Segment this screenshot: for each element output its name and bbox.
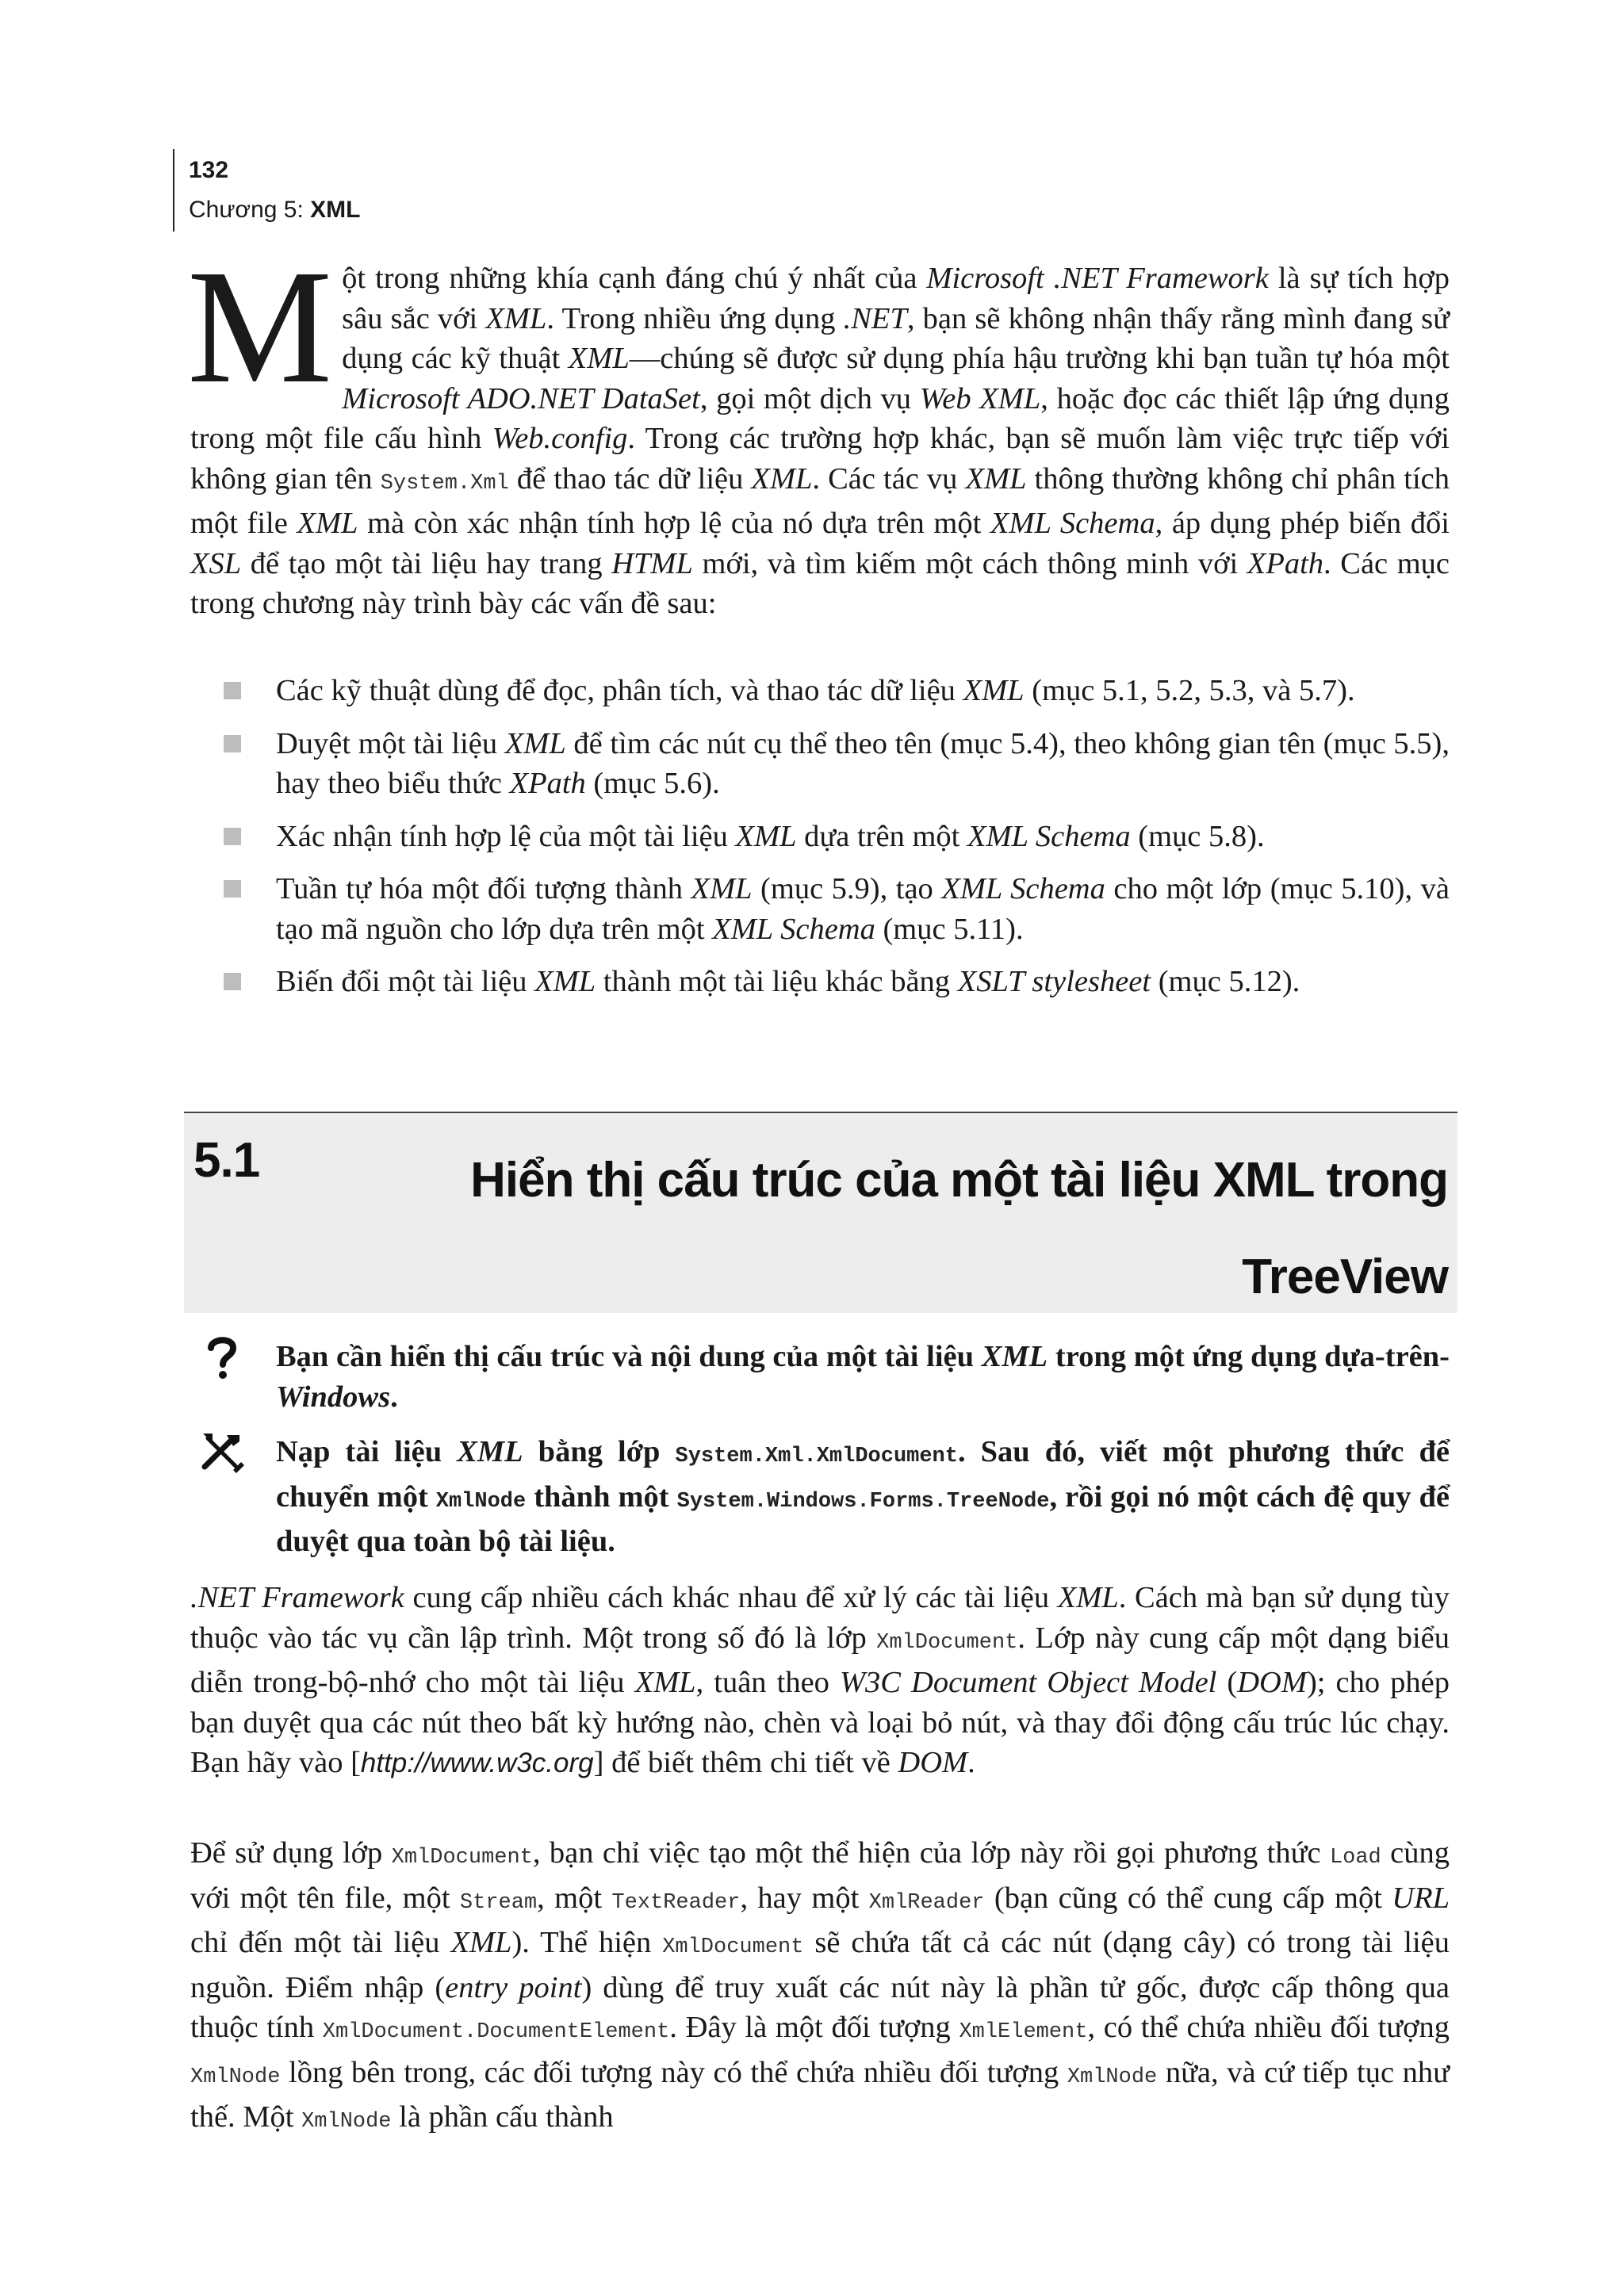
text-run: XML bbox=[691, 872, 753, 905]
text-run: để thao tác dữ liệu bbox=[508, 461, 752, 496]
text-run: —chúng sẽ được sử dụng phía hậu trường khi bạn tuần tự hóa một bbox=[629, 342, 1450, 375]
text-run: . Các mục trong chương này trình bày các vấn đề sau: bbox=[190, 546, 1450, 620]
text-run: W3C Document Object Model bbox=[839, 1666, 1217, 1699]
text-run: XML bbox=[534, 965, 596, 998]
code-run: Load bbox=[1329, 1846, 1381, 1870]
text-run: URL bbox=[1392, 1881, 1450, 1915]
text-run: . bbox=[967, 1746, 975, 1779]
text-run: . Trong các trường hợp khác, bạn sẽ muốn làm việc trực tiếp với không gian tên bbox=[190, 422, 1450, 496]
text-run: DOM bbox=[898, 1746, 968, 1779]
code-run: System.Xml bbox=[380, 471, 509, 496]
text-run: XML bbox=[457, 1435, 523, 1468]
text-run: (mục 5.11). bbox=[875, 912, 1024, 946]
text-run: Xác nhận tính hợp lệ của một tài liệu bbox=[276, 819, 736, 853]
text-run: Để sử dụng lớp bbox=[190, 1836, 392, 1870]
code-run: XmlElement bbox=[959, 2020, 1088, 2044]
bullet-square-icon bbox=[224, 880, 241, 898]
text-run: XML bbox=[1057, 1581, 1119, 1614]
code-run: System.Xml.XmlDocument bbox=[675, 1445, 958, 1468]
text-run: nữa, và cứ tiếp tục như thế. Một bbox=[190, 2055, 1450, 2134]
bullet-square-icon bbox=[224, 682, 241, 699]
text-run: mà còn xác nhận tính hợp lệ của nó dựa trên một bbox=[358, 507, 990, 540]
text-run: XML bbox=[485, 301, 547, 335]
text-run: XML Schema bbox=[990, 507, 1155, 540]
code-run: XmlNode bbox=[190, 2065, 281, 2089]
text-run: (mục 5.1, 5.2, 5.3, và 5.7). bbox=[1024, 674, 1355, 707]
code-run: XmlDocument bbox=[662, 1935, 804, 1959]
text-run: , bạn sẽ không nhận thấy rằng mình đang sử dụng các kỹ thuật bbox=[342, 301, 1450, 375]
problem-text bbox=[276, 1337, 1450, 1417]
text-run: . Cách mà bạn sử dụng tùy thuộc vào tác vụ cần lập trình. Một trong số đó là lớp bbox=[190, 1581, 1450, 1655]
text-run: XML bbox=[735, 819, 797, 853]
section-title-line: TreeView bbox=[1242, 1250, 1448, 1304]
text-run: XSL bbox=[190, 546, 242, 580]
text-run: XML bbox=[965, 461, 1027, 496]
text-run: cung cấp nhiều cách khác nhau để xử lý các tài liệu bbox=[404, 1581, 1058, 1614]
text-run: .NET Framework bbox=[190, 1581, 404, 1614]
text-run: XML bbox=[634, 1666, 696, 1699]
text-run: XSLT stylesheet bbox=[957, 965, 1151, 998]
text-run: , áp dụng phép biến đổi bbox=[1155, 507, 1450, 540]
text-run: ). Thể hiện bbox=[511, 1926, 663, 1959]
text-run: Bạn cần hiển thị cấu trúc và nội dung của một tài liệu bbox=[276, 1340, 982, 1373]
text-run: (mục 5.6). bbox=[585, 767, 720, 800]
section-number: 5.1 bbox=[193, 1133, 260, 1188]
text-run: DOM bbox=[1237, 1666, 1307, 1699]
text-run: ); cho phép bạn duyệt qua các nút theo bất kỳ hướng nào, chèn và loại bỏ nút, và thay đổi động cấu trúc lúc chạy. Bạn hãy vào [ bbox=[190, 1666, 1450, 1779]
list-item bbox=[190, 962, 1450, 1002]
code-run: System.Windows.Forms.TreeNode bbox=[676, 1489, 1050, 1514]
text-run: (mục 5.12). bbox=[1151, 965, 1300, 998]
text-run: thành một tài liệu khác bằng bbox=[596, 965, 958, 998]
bullet-square-icon bbox=[224, 735, 241, 752]
page-number: 132 bbox=[189, 157, 229, 183]
list-item bbox=[190, 869, 1450, 949]
header-rule bbox=[173, 149, 174, 232]
text-run: trong một ứng dụng dựa-trên- bbox=[1048, 1340, 1450, 1373]
text-run: . Các tác vụ bbox=[812, 461, 966, 496]
text-run: ột trong những khía cạnh đáng chú ý nhất của bbox=[342, 262, 927, 295]
text-run: , một bbox=[537, 1881, 612, 1915]
code-run: XmlNode bbox=[1067, 2065, 1158, 2089]
list-item bbox=[190, 724, 1450, 804]
section-heading bbox=[184, 1112, 1457, 1313]
code-run: XmlReader bbox=[868, 1890, 985, 1915]
question-mark-icon bbox=[198, 1334, 246, 1381]
text-run: Web.config bbox=[492, 422, 628, 455]
chapter-prefix: Chương 5: bbox=[189, 197, 311, 223]
list-item bbox=[190, 671, 1450, 711]
chapter-name: XML bbox=[310, 197, 361, 223]
text-run: XML Schema bbox=[967, 819, 1131, 853]
url-text: http://www.w3c.org bbox=[360, 1748, 594, 1778]
code-run: XmlNode bbox=[301, 2110, 392, 2134]
code-run: XmlDocument bbox=[876, 1630, 1018, 1655]
text-run: entry point bbox=[445, 1970, 582, 2004]
text-run: XML Schema bbox=[712, 912, 875, 946]
text-run: chỉ đến một tài liệu bbox=[190, 1926, 451, 1959]
text-run: thành một bbox=[526, 1480, 677, 1514]
text-run: XML bbox=[297, 507, 358, 540]
text-run: ] để biết thêm chi tiết về bbox=[593, 1746, 898, 1779]
text-run: là phần cấu thành bbox=[391, 2100, 614, 2134]
text-run: Nạp tài liệu bbox=[276, 1435, 458, 1468]
code-run: Stream bbox=[459, 1890, 538, 1915]
body-paragraph bbox=[190, 1833, 1450, 2142]
text-run: sẽ chứa tất cả các nút (dạng cây) có trong tài liệu nguồn. Điểm nhập ( bbox=[190, 1926, 1450, 2004]
text-run: . Sau đó, viết một phương thức để chuyển một bbox=[276, 1435, 1450, 1514]
tools-icon bbox=[198, 1429, 246, 1476]
section-title-line: Hiển thị cấu trúc của một tài liệu XML trong bbox=[470, 1153, 1448, 1208]
solution-text bbox=[276, 1432, 1450, 1562]
text-run: Duyệt một tài liệu bbox=[276, 726, 505, 760]
text-run: XML Schema bbox=[941, 872, 1105, 905]
text-run: mới, và tìm kiếm một cách thông minh với bbox=[692, 546, 1247, 580]
text-run: XML bbox=[450, 1926, 512, 1959]
text-run: XML bbox=[568, 342, 630, 375]
text-run: , hoặc đọc các thiết lập ứng dụng trong một file cấu hình bbox=[190, 381, 1450, 455]
list-item bbox=[190, 817, 1450, 857]
text-run: , tuân theo bbox=[695, 1666, 840, 1699]
text-run: , gọi một dịch vụ bbox=[699, 381, 920, 415]
text-run: Tuần tự hóa một đối tượng thành bbox=[276, 872, 691, 905]
code-run: TextReader bbox=[611, 1890, 741, 1915]
text-run: để tạo một tài liệu hay trang bbox=[241, 546, 612, 580]
text-run: HTML bbox=[611, 546, 693, 580]
text-run: Microsoft ADO.NET DataSet bbox=[342, 381, 700, 415]
text-run: Microsoft .NET Framework bbox=[926, 262, 1269, 295]
text-run: , có thể chứa nhiều đối tượng bbox=[1087, 2011, 1450, 2044]
topic-list bbox=[190, 671, 1450, 1015]
code-run: XmlNode bbox=[435, 1489, 527, 1514]
drop-cap: M bbox=[187, 235, 333, 417]
problem-block bbox=[190, 1337, 1450, 1417]
text-run: XML bbox=[504, 726, 566, 760]
bullet-square-icon bbox=[224, 973, 241, 990]
text-run: XPath bbox=[509, 767, 586, 800]
text-run: cùng với một tên file, một bbox=[190, 1836, 1450, 1915]
text-run: XML bbox=[981, 1340, 1048, 1373]
text-run: để tìm các nút cụ thể theo tên (mục 5.4), theo không gian tên (mục 5.5), hay theo biểu thức bbox=[276, 726, 1450, 800]
text-run: (bạn cũng có thể cung cấp một bbox=[984, 1881, 1392, 1915]
text-run: cho một lớp (mục 5.10), và tạo mã nguồn cho lớp dựa trên một bbox=[276, 872, 1450, 946]
text-run: ) dùng để truy xuất các nút này là phần tử gốc, được cấp thông qua thuộc tính bbox=[190, 1970, 1450, 2044]
text-run: lồng bên trong, các đối tượng này có thể chứa nhiều đối tượng bbox=[280, 2055, 1067, 2089]
text-run: dựa trên một bbox=[796, 819, 967, 853]
text-run: (mục 5.9), tạo bbox=[752, 872, 942, 905]
text-run: , bạn chỉ việc tạo một thể hiện của lớp này rồi gọi phương thức bbox=[532, 1836, 1330, 1870]
intro-paragraph bbox=[187, 235, 1450, 624]
text-run: . Trong nhiều ứng dụng bbox=[546, 301, 844, 335]
text-run: .NET bbox=[843, 301, 907, 335]
text-run: bằng lớp bbox=[523, 1435, 676, 1468]
section-title bbox=[457, 1132, 1448, 1326]
text-run: Windows bbox=[276, 1380, 391, 1414]
text-run: XPath bbox=[1247, 546, 1324, 580]
text-run: thông thường không chỉ phân tích một file bbox=[190, 461, 1450, 540]
text-run: là sự tích hợp sâu sắc với bbox=[342, 262, 1450, 335]
text-run: (mục 5.8). bbox=[1130, 819, 1265, 853]
text-run: ( bbox=[1216, 1666, 1238, 1699]
text-run: XML bbox=[963, 674, 1025, 707]
text-run: . Đây là một đối tượng bbox=[669, 2011, 959, 2044]
text-run: Biến đổi một tài liệu bbox=[276, 965, 535, 998]
bullet-square-icon bbox=[224, 828, 241, 845]
solution-block bbox=[190, 1432, 1450, 1562]
text-run: , hay một bbox=[740, 1881, 869, 1915]
text-run: XML bbox=[751, 461, 813, 496]
text-run: . bbox=[390, 1380, 398, 1414]
code-run: XmlDocument.DocumentElement bbox=[322, 2020, 670, 2044]
text-run: . Lớp này cung cấp một dạng biểu diễn trong-bộ-nhớ cho một tài liệu bbox=[190, 1621, 1450, 1699]
text-run: , rồi gọi nó một cách đệ quy để duyệt qua toàn bộ tài liệu. bbox=[276, 1480, 1450, 1558]
text-run: Web XML bbox=[919, 381, 1041, 415]
chapter-header bbox=[189, 197, 361, 224]
body-paragraph bbox=[190, 1578, 1450, 1784]
code-run: XmlDocument bbox=[391, 1846, 533, 1870]
text-run: Các kỹ thuật dùng để đọc, phân tích, và thao tác dữ liệu bbox=[276, 674, 963, 707]
